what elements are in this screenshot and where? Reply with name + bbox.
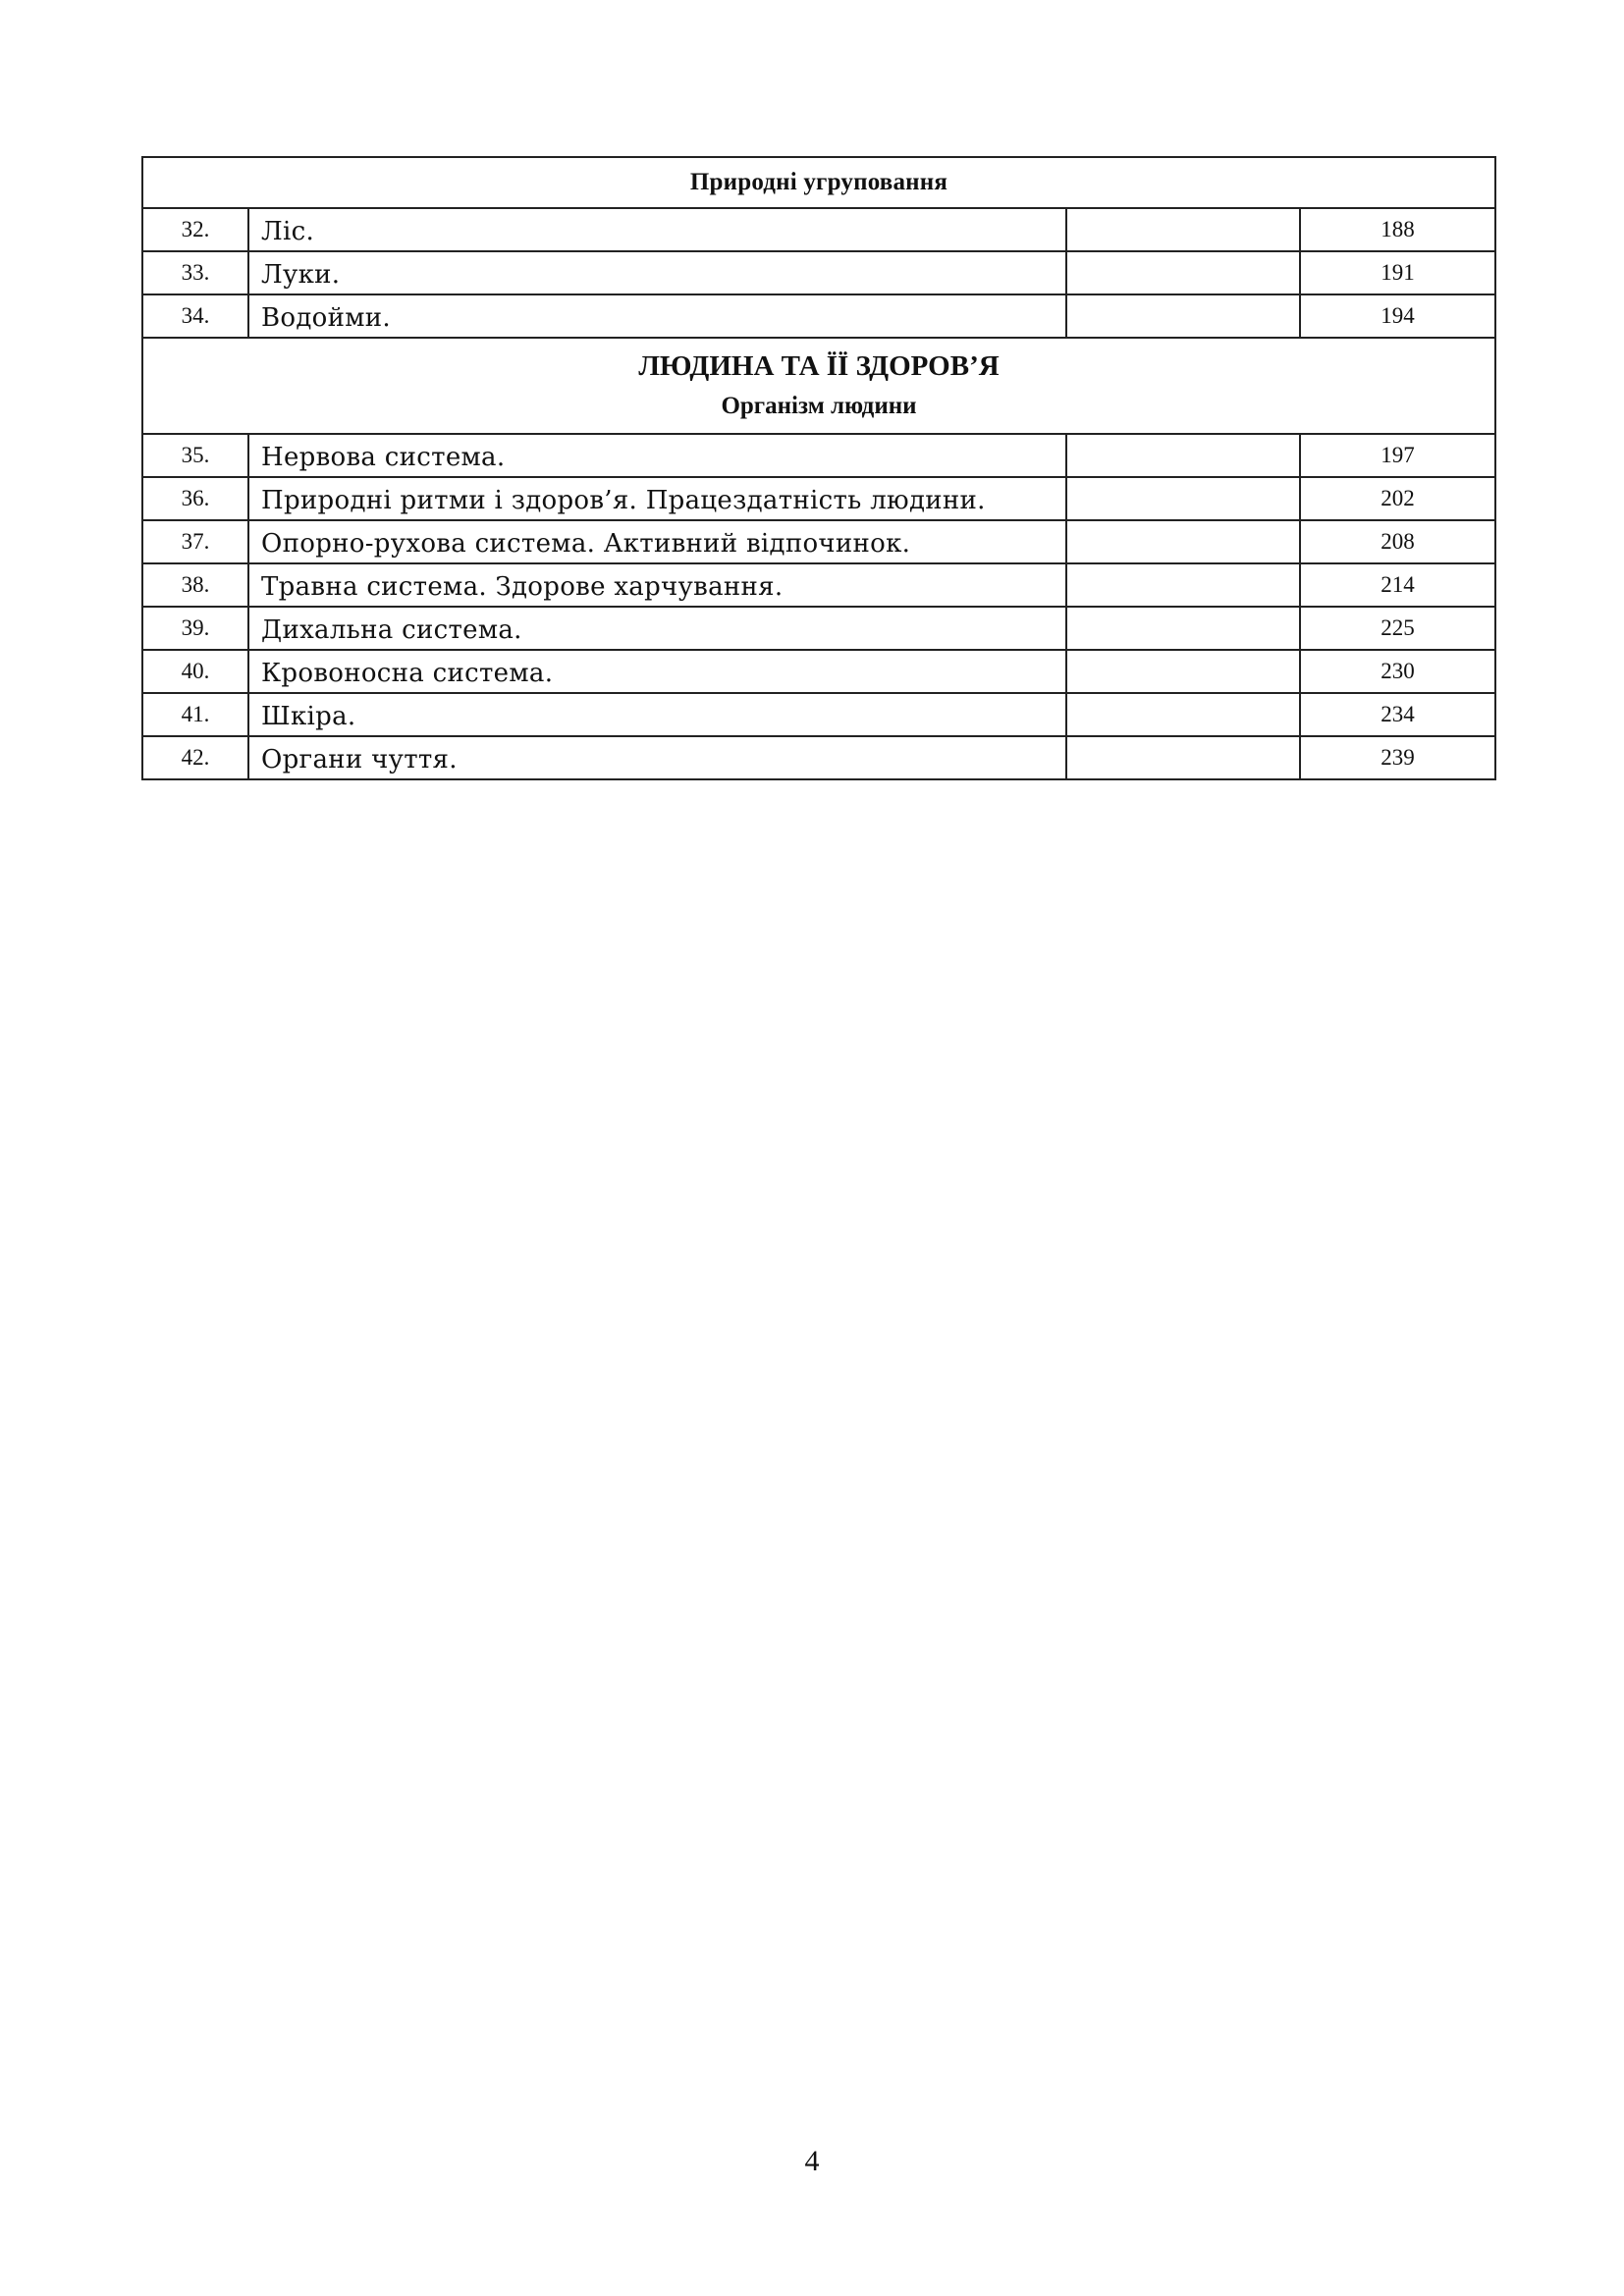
table-row: [142, 294, 1495, 338]
section-heading-row: [142, 157, 1495, 208]
item-number: 42.: [142, 736, 248, 779]
item-title: Кровоносна система.: [248, 650, 1066, 693]
item-page: 202: [1300, 477, 1495, 520]
item-page: 194: [1300, 294, 1495, 338]
empty-cell: [1066, 251, 1300, 294]
item-number: 37.: [142, 520, 248, 563]
item-page: 234: [1300, 693, 1495, 736]
item-title: Опорно-рухова система. Активний відпочинок.: [248, 520, 1066, 563]
item-title: Луки.: [248, 251, 1066, 294]
page-number: 4: [804, 2145, 820, 2177]
item-title: Ліс.: [248, 208, 1066, 251]
table-row: [142, 434, 1495, 477]
table-of-contents: [141, 156, 1496, 780]
item-page: 214: [1300, 563, 1495, 607]
item-number: 40.: [142, 650, 248, 693]
section-subheading: Організм людини: [721, 393, 917, 419]
item-title: Травна система. Здорове харчування.: [248, 563, 1066, 607]
item-page: 208: [1300, 520, 1495, 563]
item-number: 36.: [142, 477, 248, 520]
empty-cell: [1066, 736, 1300, 779]
item-page: 225: [1300, 607, 1495, 650]
table-row: [142, 477, 1495, 520]
item-page: 239: [1300, 736, 1495, 779]
table-row: [142, 607, 1495, 650]
section-heading-row: [142, 338, 1495, 434]
item-page: 230: [1300, 650, 1495, 693]
table-row: [142, 693, 1495, 736]
table-row: [142, 736, 1495, 779]
table-row: [142, 251, 1495, 294]
empty-cell: [1066, 477, 1300, 520]
empty-cell: [1066, 434, 1300, 477]
section-heading-cell: [142, 338, 1495, 434]
item-title: Органи чуття.: [248, 736, 1066, 779]
item-number: 41.: [142, 693, 248, 736]
table-row: [142, 563, 1495, 607]
section-heading: Природні угруповання: [142, 157, 1495, 208]
section-heading: ЛЮДИНА ТА ЇЇ ЗДОРОВ’Я: [638, 350, 1000, 382]
empty-cell: [1066, 520, 1300, 563]
item-number: 33.: [142, 251, 248, 294]
empty-cell: [1066, 693, 1300, 736]
item-title: Водойми.: [248, 294, 1066, 338]
item-page: 197: [1300, 434, 1495, 477]
item-title: Шкіра.: [248, 693, 1066, 736]
empty-cell: [1066, 208, 1300, 251]
empty-cell: [1066, 563, 1300, 607]
item-number: 38.: [142, 563, 248, 607]
item-number: 34.: [142, 294, 248, 338]
item-page: 191: [1300, 251, 1495, 294]
item-title: Нервова система.: [248, 434, 1066, 477]
item-number: 35.: [142, 434, 248, 477]
table-row: [142, 650, 1495, 693]
item-title: Природні ритми і здоров’я. Працездатність людини.: [248, 477, 1066, 520]
item-number: 39.: [142, 607, 248, 650]
item-number: 32.: [142, 208, 248, 251]
table-row: [142, 208, 1495, 251]
item-page: 188: [1300, 208, 1495, 251]
empty-cell: [1066, 607, 1300, 650]
empty-cell: [1066, 294, 1300, 338]
empty-cell: [1066, 650, 1300, 693]
item-title: Дихальна система.: [248, 607, 1066, 650]
table-row: [142, 520, 1495, 563]
